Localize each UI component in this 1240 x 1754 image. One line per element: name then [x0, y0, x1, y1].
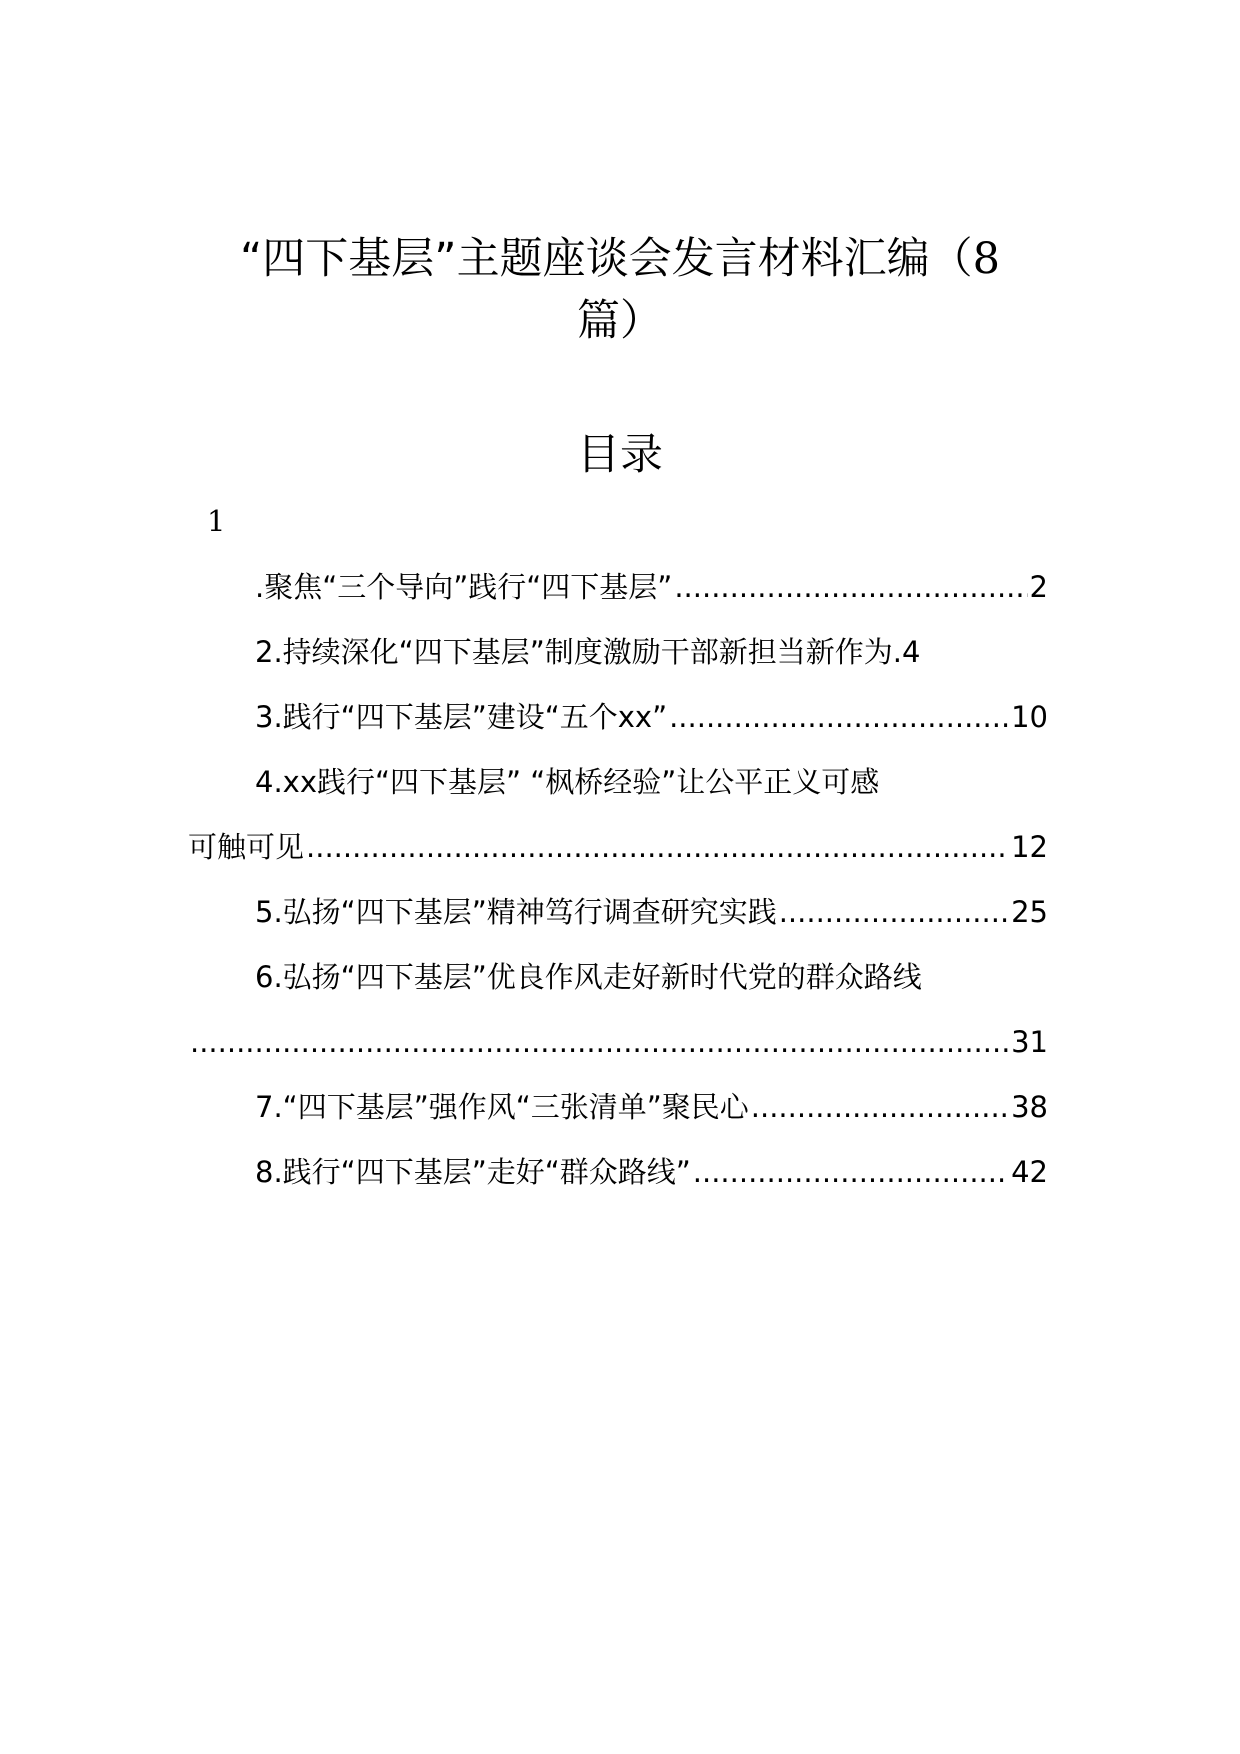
toc-leader-dots [693, 1140, 1009, 1205]
toc-page-number: 12 [1011, 830, 1048, 864]
toc-entry-text-line2: 可触可见 [188, 830, 305, 864]
toc-page-number: 31 [1011, 1025, 1048, 1059]
toc-entry-text-line1: 6.弘扬“四下基层”优良作风走好新时代党的群众路线 [255, 960, 922, 994]
toc-entry-text: 7.“四下基层”强作风“三张清单”聚民心 [255, 1090, 749, 1124]
toc-entry-6[interactable] [188, 945, 1048, 1075]
toc-page-number: 42 [1011, 1155, 1048, 1189]
toc-entry-5[interactable] [188, 880, 1048, 945]
toc-entry-text: 5.弘扬“四下基层”精神笃行调查研究实践 [255, 895, 777, 929]
toc-leader-dots [751, 1075, 1009, 1140]
toc-entry-3[interactable] [188, 685, 1048, 750]
toc-entry-8[interactable] [188, 1140, 1048, 1205]
toc-entry-1[interactable] [188, 555, 1048, 620]
toc-entry-text: 3.践行“四下基层”建设“五个xx” [255, 700, 668, 734]
toc-entry-2[interactable] [188, 620, 1048, 685]
toc-leader-dots [306, 815, 1009, 880]
stray-number: 1 [207, 504, 226, 538]
title-line2: 篇） [577, 296, 663, 346]
toc-page-number: 10 [1011, 700, 1048, 734]
toc-heading: 目录 [577, 430, 663, 480]
toc-entry-text: 2.持续深化“四下基层”制度激励干部新担当新作为. [255, 635, 902, 669]
title-line1: “四下基层”主题座谈会发言材料汇编（ [240, 234, 973, 284]
toc-entry-text: 8.践行“四下基层”走好“群众路线” [255, 1155, 691, 1189]
toc-page-number: 4 [901, 635, 921, 669]
toc-leader-dots [669, 685, 1009, 750]
toc-leader-dots [779, 880, 1009, 945]
toc-leader-dots [190, 1010, 1009, 1075]
toc-page-number: 2 [1029, 570, 1048, 604]
toc-entry-7[interactable] [188, 1075, 1048, 1140]
toc-entry-4[interactable] [188, 750, 1048, 880]
table-of-contents [188, 555, 1048, 1205]
toc-page-number: 38 [1011, 1090, 1048, 1124]
toc-leader-dots [674, 555, 1027, 620]
toc-entry-text: .聚焦“三个导向”践行“四下基层” [255, 570, 673, 604]
title-count: 8 [972, 234, 1000, 284]
toc-page-number: 25 [1011, 895, 1048, 929]
document-title [180, 228, 1060, 352]
toc-entry-text-line1: 4.xx践行“四下基层” “枫桥经验”让公平正义可感 [255, 765, 880, 799]
